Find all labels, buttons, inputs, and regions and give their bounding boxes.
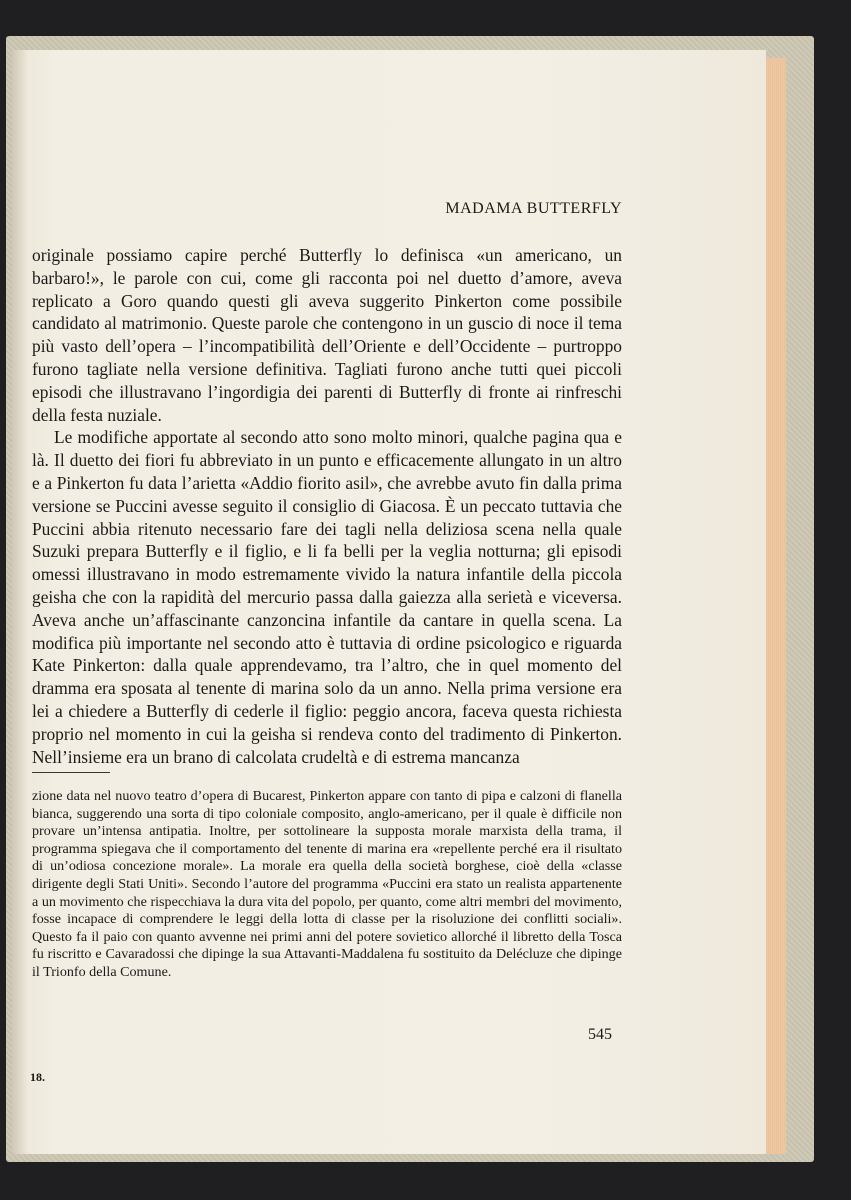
paragraph: Le modifiche apportate al secondo atto sono molto minori, qualche pagina qua e là. Il duetto dei fiori fu abbreviato in un punto e efficacemente allungato in un altro e a Pinkerton fu data l’arietta «Addio fiorito asil», che avrebbe avuto fin dalla prima versione se Puccini avesse seguito il consiglio di Giacosa. È un peccato tuttavia che Puccini abbia ritenuto necessario fare dei tagli nella deliziosa scena nella quale Suzuki prepara Butterfly e il figlio, e li fa belli per la veglia notturna; gli episodi omessi illustravano in modo estremamente vivido la natura infantile della piccola geisha che con la rapidità del mercurio passa dalla gaiezza alla serietà e viceversa. Aveva anche un’affascinante canzoncina infantile da cantare in quella scena. La modifica più importante nel secondo atto è tuttavia di ordine psicologico e riguarda Kate Pinkerton: dalla quale apprendevamo, tra l’altro, che in quel momento del dramma era sposata al tenente di marina solo da un anno. Nella prima versione era lei a chiedere a Butterfly di cederle il figlio: peggio ancora, faceva questa richiesta proprio nel momento in cui la geisha si rendeva conto del tradimento di Pinkerton. Nell’insieme era un brano di calcolata crudeltà e di estrema mancanza — [32, 427, 622, 767]
footnote: zione data nel nuovo teatro d’opera di Bucarest, Pinkerton appare con tanto di pipa e calzoni di flanella bianca, suggerendo una sorta di tipo coloniale composito, anglo-americano, per il quale è difficile non provare un’intensa antipatia. Inoltre, per sottolineare la supposta morale marxista della trama, il programma spiegava che il comportamento del tenente di marina era «repellente perché era il risultato di un’odiosa concezione morale». La morale era quella della società borghese, cioè della «classe dirigente degli Stati Uniti». Secondo l’autore del programma «Puccini era stato un realista appartenente a un movimento che rispecchiava la dura vita del popolo, per quanto, come altri membri del movimento, fosse incapace di comprendere le leggi della lotta di classe per la risoluzione dei conflitti sociali». Questo fa il paio con quanto avvenne nei primi anni del potere sovietico allorché il libretto della Tosca fu riscritto e Cavaradossi che dipinge la sua Attavanti-Maddalena fu sostituito da Delécluze che dipinge il Trionfo della Comune. — [32, 788, 622, 980]
gutter-shadow — [12, 50, 28, 1154]
page-number: 545 — [588, 1026, 612, 1043]
paragraph: originale possiamo capire perché Butterfly lo definisca «un americano, un barbaro!», le parole con cui, come gli racconta poi nel duetto d’amore, aveva replicato a Goro quando questi gli aveva suggerito Pinkerton come possibile candidato al matrimonio. Queste parole che contengono in un guscio di noce il tema più vasto dell’opera – l’incompatibilità dell’Oriente e dell’Occidente – purtroppo furono tagliate nella versione definitiva. Tagliati furono anche tutti quei piccoli episodi che illustravano l’ingordigia dei parenti di Butterfly di fronte ai rinfreschi della festa nuziale. — [32, 245, 622, 425]
signature-mark: 18. — [30, 1070, 45, 1084]
footnote-rule — [32, 772, 110, 773]
body-text — [32, 244, 622, 768]
book-page — [12, 50, 766, 1154]
running-head: MADAMA BUTTERFLY — [445, 200, 622, 217]
